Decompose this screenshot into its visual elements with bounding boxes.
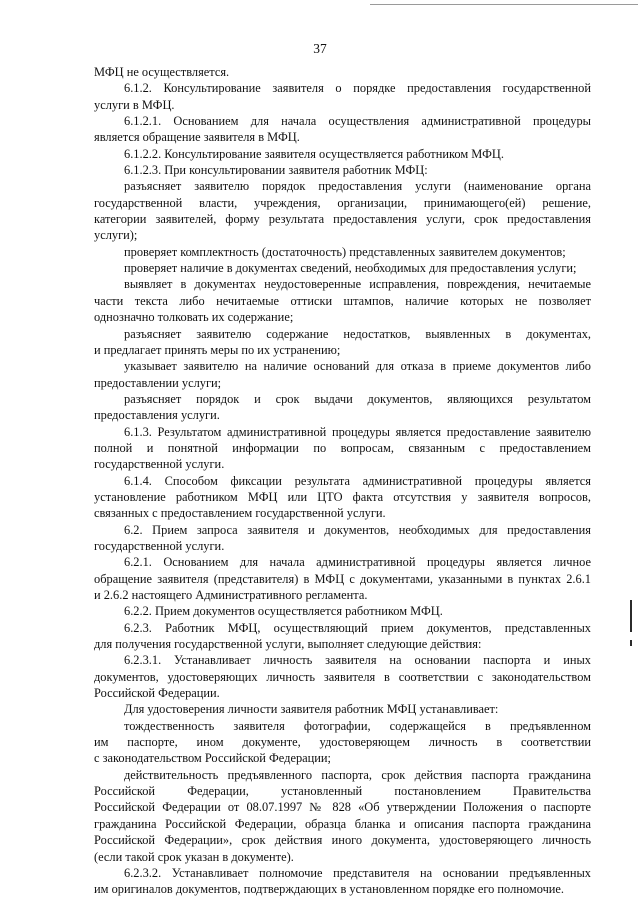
text-line: 6.2.3.2. Устанавливает полномочие представителя на основании предъявленных [124, 865, 591, 880]
scan-margin-mark [630, 640, 632, 646]
text-line: действительность предъявленного паспорта, срок действия паспорта гражданина [124, 767, 591, 782]
text-line: гражданина Российской Федерации, образца бланка и описания паспорта гражданина [94, 816, 591, 831]
text-line: 6.2.1. Основанием для начала административной процедуры является личное [124, 555, 591, 570]
page-number: 37 [313, 41, 327, 56]
text-line: обращение заявителя (представителя) в МФЦ с документами, указанными в пунктах 2.6.1 [94, 571, 591, 586]
text-line: и 2.6.2 настоящего Административного регламента. [94, 588, 368, 602]
text-line: Для удостоверения личности заявителя работник МФЦ устанавливает: [124, 702, 499, 717]
scan-margin-mark [630, 600, 632, 632]
text-line: Российской Федерации. [94, 686, 220, 701]
text-line: 6.2.3. Работник МФЦ, осуществляющий прием документов, представленных [124, 620, 591, 635]
text-line: 6.2.2. Прием документов осуществляется работником МФЦ. [124, 604, 443, 619]
text-line: указывает заявителю на наличие оснований для отказа в приеме документов либо [124, 359, 591, 374]
text-line: 6.1.2.1. Основанием для начала осуществления административной процедуры [124, 114, 591, 129]
text-line: 6.2.3.1. Устанавливает личность заявителя на основании паспорта и иных [124, 653, 591, 668]
text-line: установление работником МФЦ или ЦТО факта отсутствия у заявителя вопросов, [94, 489, 591, 504]
text-line: является обращение заявителя в МФЦ. [94, 130, 300, 145]
document-body [94, 64, 591, 898]
text-line: 6.1.2.3. При консультировании заявителя работник МФЦ: [124, 163, 428, 178]
text-line: МФЦ не осуществляется. [94, 65, 230, 79]
text-line: государственной услуги. [94, 538, 225, 553]
text-line: и предлагает принять меры по их устранению; [94, 342, 341, 357]
text-line: 6.1.4. Способом фиксации результата административной процедуры является [124, 473, 591, 488]
text-line: разъясняет заявителю порядок предоставления услуги (наименование органа [124, 179, 591, 194]
text-line: однозначно толковать их содержание; [94, 310, 294, 325]
text-line: с законодательством Российской Федерации; [94, 751, 331, 766]
text-line: документов, удостоверяющих личность заявителя в соответствии с законодательством [94, 669, 591, 684]
text-line: предоставлении услуги; [94, 375, 222, 390]
text-line: проверяет наличие в документах сведений, необходимых для предоставления услуги; [124, 261, 577, 276]
text-line: выявляет в документах неудостоверенные исправления, повреждения, нечитаемые [124, 277, 591, 292]
text-line: услуги); [94, 228, 138, 243]
text-line: связанных с предоставлением государственной услуги. [94, 506, 386, 521]
text-line: им паспорте, ином документе, удостоверяющем личность в соответствии [94, 735, 591, 750]
text-line: тождественность заявителя фотографии, содержащейся в предъявленном [124, 718, 591, 733]
text-line: 6.1.2. Консультирование заявителя о порядке предоставления государственной [124, 81, 591, 96]
text-line: 6.1.3. Результатом административной процедуры является предоставление заявителю [124, 424, 591, 439]
text-line: разъясняет порядок и срок выдачи документов, являющихся результатом [124, 391, 591, 406]
scan-edge-line [370, 4, 638, 5]
text-line: проверяет комплектность (достаточность) представленных заявителем документов; [124, 244, 566, 259]
text-line: части текста либо нечитаемые оттиски штампов, наличие которых не позволяет [94, 293, 591, 308]
text-line: Российской Федерации от 08.07.1997 № 828 «Об утверждении Положения о паспорте [94, 800, 591, 815]
text-line: 6.1.2.2. Консультирование заявителя осуществляется работником МФЦ. [124, 146, 504, 161]
text-line: услуги в МФЦ. [94, 97, 175, 112]
text-line: категории заявителей, форму результата предоставления услуги, срок предоставления [94, 212, 591, 227]
text-line: полной и понятной информации по вопросам, связанным с предоставлением [94, 440, 591, 455]
text-line: (если такой срок указан в документе). [94, 849, 294, 864]
text-line: им оригиналов документов, подтверждающих в установленном порядке его полномочие. [94, 882, 565, 897]
text-line: предоставления услуги. [94, 408, 220, 423]
text-line: государственной власти, учреждения, организации, принимающего(ей) решение, [94, 195, 591, 210]
text-line: государственной услуги. [94, 457, 225, 472]
text-line: для получения государственной услуги, выполняет следующие действия: [94, 637, 482, 652]
text-line: Российской Федерации», срок действия иного документа, удостоверяющего личность [94, 833, 591, 848]
text-line: 6.2. Прием запроса заявителя и документов, необходимых для предоставления [124, 522, 591, 537]
text-line: разъясняет заявителю содержание недостатков, выявленных в документах, [124, 326, 591, 341]
text-line: Российской Федерации, установленный постановлением Правительства [94, 784, 591, 799]
